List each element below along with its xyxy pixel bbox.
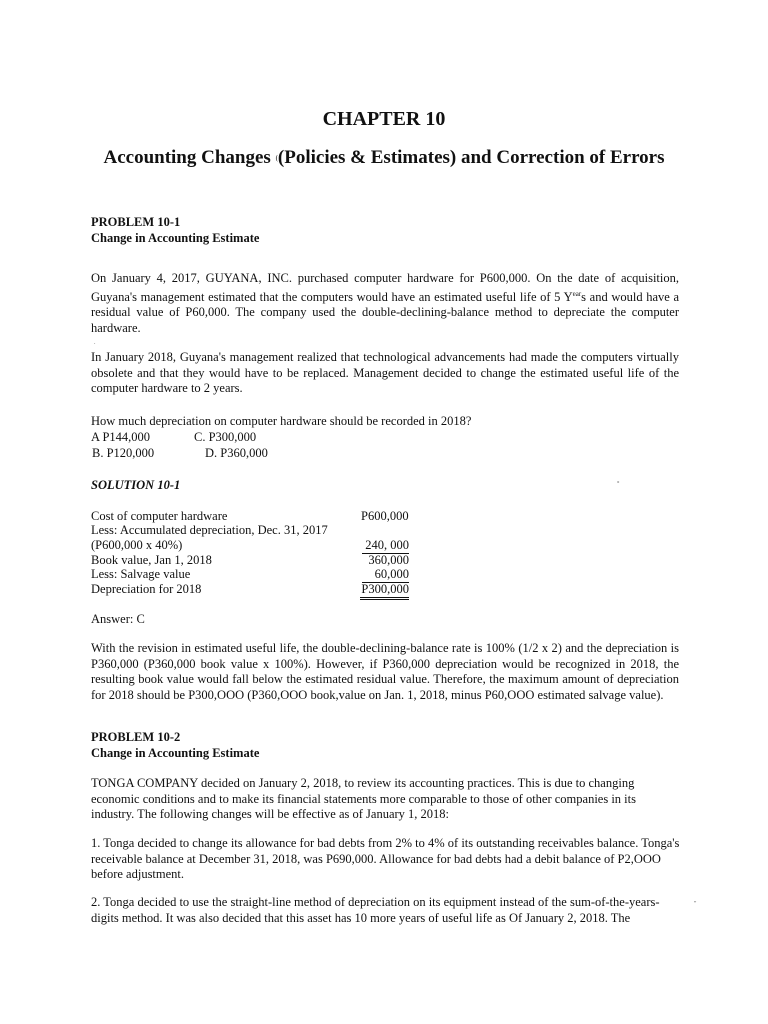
problem-2-item-1: 1. Tonga decided to change its allowance for bad debts from 2% to 4% of its outstanding receivables balance. Tonga's receivable balance at December 31, 2018, was P690,000. Allowance for bad debts had a debit balance of P2,OOO before adjustment.	[91, 836, 680, 882]
title-part2: (Policies & Estimates) and Correction of Errors	[277, 147, 665, 168]
solution-row-label: Book value, Jan 1, 2018	[91, 553, 212, 567]
choice-a: A P144,000	[91, 430, 151, 444]
solution-row-label: Less: Salvage value	[91, 567, 191, 581]
edge-mark: "	[694, 901, 697, 907]
answer: Answer: C	[91, 612, 145, 626]
title-stray-mark: (	[275, 154, 278, 163]
problem-1-heading: PROBLEM 10-1	[91, 215, 181, 229]
solution-row-amount: 60,000	[362, 567, 409, 583]
chapter-title	[90, 143, 678, 173]
problem-1-question: How much depreciation on computer hardware should be recorded in 2018?	[91, 414, 472, 428]
solution-row-label: Depreciation for 2018	[91, 582, 202, 596]
chapter-heading: CHAPTER 10	[322, 108, 446, 130]
solution-row-amount: 360,000	[368, 553, 409, 567]
choice-d: D. P360,000	[205, 446, 268, 460]
problem-1-subheading: Change in Accounting Estimate	[91, 231, 260, 245]
solution-row-amount: 240, 000	[362, 538, 409, 554]
problem-2-intro: TONGA COMPANY decided on January 2, 2018, to review its accounting practices. This is due to changing economic conditions and to make its financial statements more comparable to those of other companies in its industry. The following changes will be effective as of January 1, 2018:	[91, 776, 636, 822]
problem-2-subheading: Change in Accounting Estimate	[91, 746, 260, 760]
solution-row-label: Less: Accumulated depreciation, Dec. 31, 2017	[91, 523, 328, 537]
problem-2-heading: PROBLEM 10-2	[91, 730, 181, 744]
stray-dot: .	[94, 340, 96, 346]
problem-1-paragraph-1: On January 4, 2017, GUYANA, INC. purchased computer hardware for P600,000. On the date of acquisition, Guyana's management estimated that the computers would have an estimated useful life of 5 $Y^{ear}s$ and would have a residual value of P60,000. The company used the double-declining-balance method to depreciate the computer hardware.	[91, 271, 679, 335]
problem-2-item-2: 2. Tonga decided to use the straight-line method of depreciation on its equipment instead of the sum-of-the-years-digits method. It was also decided that this asset has 10 more years of useful life as Of January 2, 2018. The	[91, 895, 660, 925]
solution-1-explanation: With the revision in estimated useful life, the double-declining-balance rate is 100% (1/2 x 2) and the depreciation is P360,000 (P360,000 book value x 100%). However, if P360,000 depreciation would be recognized in 2018, the resulting book value would fall below the estimated residual value. Therefore, the maximum amount of depreciation for 2018 should be P300,OOO (P360,OOO book,value on Jan. 1, 2018, minus P60,OOO estimated salvage value).	[91, 641, 679, 702]
problem-1-paragraph-2: In January 2018, Guyana's management realized that technological advancements had made the computers virtually obsolete and that they would have to be replaced. Management decided to change the estimated useful life of the computer hardware to 2 years.	[91, 350, 679, 396]
solution-row-label: (P600,000 x 40%)	[91, 538, 183, 552]
choice-b: B. P120,000	[92, 446, 155, 460]
solution-1-heading: SOLUTION 10-1	[91, 478, 181, 492]
solution-row-amount: P300,000	[360, 582, 409, 600]
margin-mark: °	[617, 481, 620, 487]
solution-row-amount: P600,000	[361, 509, 409, 523]
choice-c: C. P300,000	[194, 430, 257, 444]
solution-row-label: Cost of computer hardware	[91, 509, 228, 523]
title-part1: Accounting Changes	[103, 147, 276, 168]
